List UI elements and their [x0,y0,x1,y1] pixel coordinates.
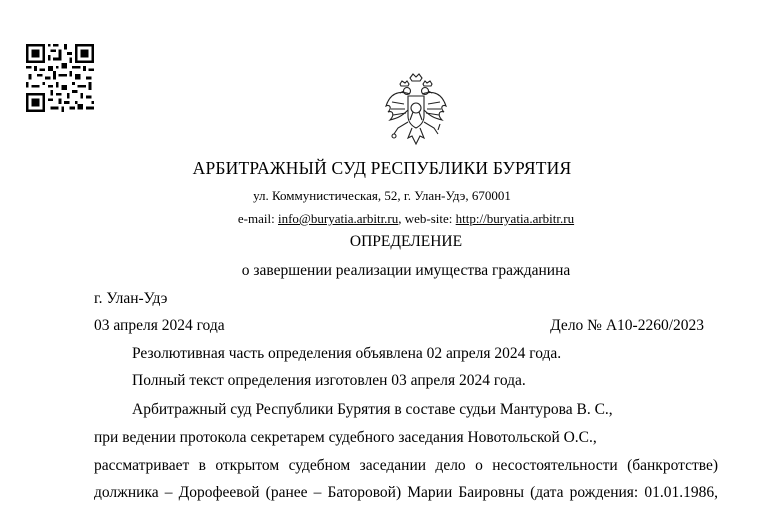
court-contacts [0,211,764,227]
paragraph-line: рассматривает в открытом судебном заседании дело о несостоятельности (банкротстве) [94,457,718,474]
court-address: ул. Коммунистическая, 52, г. Улан-Удэ, 670001 [253,188,511,203]
paragraph-line: Полный текст определения изготовлен 03 апреля 2024 года. [132,372,526,389]
document-date: 03 апреля 2024 года [94,317,225,334]
paragraph-line: должника – Дорофеевой (ранее – Баторовой) Марии Баировны (дата рождения: 01.01.1986, [94,484,718,501]
document-subject: о завершении реализации имущества гражданина [241,262,571,279]
document-title: ОПРЕДЕЛЕНИЕ [349,233,463,250]
coat-of-arms-emblem [380,72,452,152]
city: г. Улан-Удэ [94,290,168,307]
paragraph-line: при ведении протокола секретарем судебного заседания Новотольской О.С., [94,429,597,446]
website-link[interactable]: http://buryatia.arbitr.ru [455,211,575,226]
email-link[interactable]: info@buryatia.arbitr.ru [277,211,399,226]
case-number: Дело № А10-2260/2023 [550,317,704,334]
email-label: e-mail: [237,211,278,226]
paragraph-line: Резолютивная часть определения объявлена 02 апреля 2024 года. [132,345,562,362]
site-label: , web-site: [398,211,456,226]
paragraph-line: Арбитражный суд Республики Бурятия в составе судьи Мантурова В. С., [132,401,613,418]
court-name: АРБИТРАЖНЫЙ СУД РЕСПУБЛИКИ БУРЯТИЯ [192,158,572,178]
qr-code [26,44,94,112]
